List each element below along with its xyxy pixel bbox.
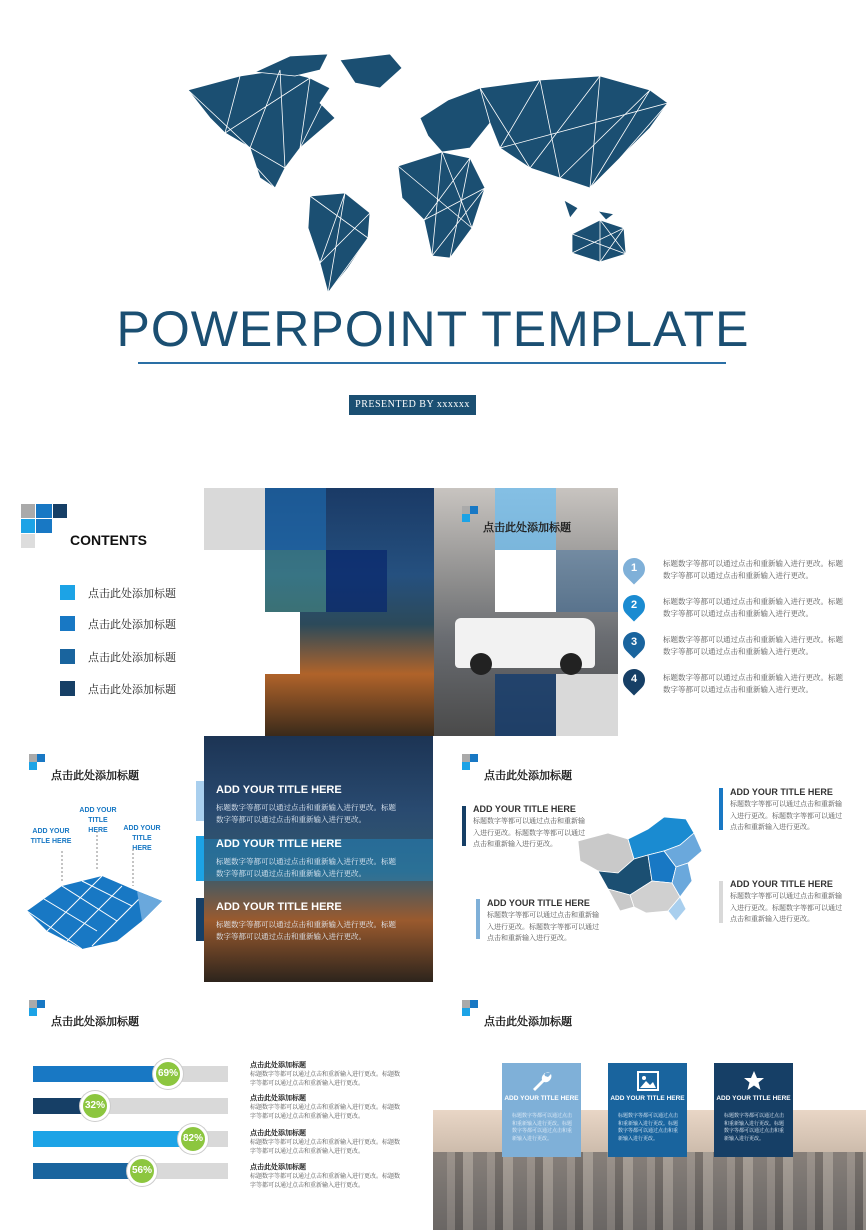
image-icon <box>636 1069 660 1093</box>
step-number: 2 <box>630 599 638 611</box>
mosaic-tile <box>556 550 618 612</box>
logo-square <box>21 534 35 548</box>
cover-slide <box>0 0 866 470</box>
wrench-icon <box>530 1069 554 1093</box>
bar-fill <box>33 1131 193 1147</box>
feature-card[interactable] <box>608 1063 687 1157</box>
contents-heading: CONTENTS <box>70 532 147 548</box>
bullet-square <box>60 681 75 696</box>
bar-note-text: 标题数字等都可以通过点击和重新输入进行更改。标题数字等都可以通过点击和重新输入进行更改。 <box>250 1071 401 1087</box>
logo-square <box>21 519 35 533</box>
bar-note-text: 标题数字等都可以通过点击和重新输入进行更改。标题数字等都可以通过点击和重新输入进行更改。 <box>250 1139 401 1155</box>
logo-square <box>462 762 470 770</box>
progress-bars-slide <box>0 982 433 1230</box>
step-number: 3 <box>630 636 638 648</box>
china-block-text: 标题数字等都可以通过点击和重新输入进行更改。标题数字等都可以通过点击和重新输入进行更改。 <box>487 911 599 942</box>
logo-square <box>470 506 478 514</box>
mosaic-tile <box>265 612 300 674</box>
card-text: 标题数字等都可以通过点击和重新输入进行更改。标题数字等都可以通过点击和重新输入进行更改。 <box>618 1113 679 1142</box>
world-map-graphic <box>180 48 680 298</box>
feature-card[interactable] <box>502 1063 581 1157</box>
card-text: 标题数字等都可以通过点击和重新输入进行更改。标题数字等都可以通过点击和重新输入进行更改。 <box>512 1113 573 1142</box>
mosaic-tile <box>204 488 265 550</box>
city-block-title: ADD YOUR TITLE HERE <box>216 901 342 913</box>
logo-square <box>29 762 37 770</box>
percent-bubble: 82% <box>178 1124 208 1154</box>
contents-item-label: 点击此处添加标题 <box>88 587 176 600</box>
star-icon <box>742 1069 766 1093</box>
accent-bar <box>196 836 204 881</box>
china-block-text: 标题数字等都可以通过点击和重新输入进行更改。标题数字等都可以通过点击和重新输入进行更改。 <box>730 892 842 923</box>
steps-heading: 点击此处添加标题 <box>483 521 571 534</box>
china-block-title: ADD YOUR TITLE HERE <box>730 879 833 889</box>
accent-bar <box>196 781 204 821</box>
step-text: 标题数字等都可以通过点击和重新输入进行更改。标题数字等都可以通过点击和重新输入进行更改。 <box>663 673 843 694</box>
china-block-title: ADD YOUR TITLE HERE <box>473 804 576 814</box>
accent-bar <box>719 788 723 830</box>
cards-slide <box>433 982 866 1230</box>
map3d-label: ADD YOUR TITLE HERE <box>79 807 117 834</box>
china-heading: 点击此处添加标题 <box>484 769 572 782</box>
car-wheel <box>470 653 492 675</box>
skyline-buildings <box>433 1152 866 1230</box>
bar-note-text: 标题数字等都可以通过点击和重新输入进行更改。标题数字等都可以通过点击和重新输入进行更改。 <box>250 1104 401 1120</box>
step-text: 标题数字等都可以通过点击和重新输入进行更改。标题数字等都可以通过点击和重新输入进行更改。 <box>663 635 843 656</box>
logo-square <box>37 754 45 762</box>
cover-title: POWERPOINT TEMPLATE <box>116 301 750 357</box>
city-block-text: 标题数字等都可以通过点击和重新输入进行更改。标题数字等都可以通过点击和重新输入进行更改。 <box>216 857 396 878</box>
china-block-text: 标题数字等都可以通过点击和重新输入进行更改。标题数字等都可以通过点击和重新输入进行更改。 <box>473 817 585 848</box>
bar-note-text: 标题数字等都可以通过点击和重新输入进行更改。标题数字等都可以通过点击和重新输入进行更改。 <box>250 1173 401 1189</box>
step-text: 标题数字等都可以通过点击和重新输入进行更改。标题数字等都可以通过点击和重新输入进行更改。 <box>663 559 843 580</box>
bullet-square <box>60 616 75 631</box>
city-block-text: 标题数字等都可以通过点击和重新输入进行更改。标题数字等都可以通过点击和重新输入进行更改。 <box>216 920 396 941</box>
mosaic-tile <box>265 488 326 550</box>
bar-note-title: 点击此处添加标题 <box>250 1062 306 1069</box>
mosaic-tile <box>556 674 618 736</box>
card-title: ADD YOUR TITLE HERE <box>504 1095 579 1102</box>
bullet-square <box>60 585 75 600</box>
mosaic-tile <box>204 550 265 736</box>
contents-item-label: 点击此处添加标题 <box>88 651 176 664</box>
percent-bubble: 69% <box>153 1059 183 1089</box>
china-block-text: 标题数字等都可以通过点击和重新输入进行更改。标题数字等都可以通过点击和重新输入进行更改。 <box>730 800 842 831</box>
map3d-label: ADD YOUR TITLE HERE <box>30 828 72 845</box>
car-wheel <box>560 653 582 675</box>
logo-square <box>37 1000 45 1008</box>
folded-map-graphic <box>22 831 167 951</box>
logo-square <box>470 754 478 762</box>
contents-slide <box>0 488 866 736</box>
city-block-title: ADD YOUR TITLE HERE <box>216 838 342 850</box>
china-block-title: ADD YOUR TITLE HERE <box>487 898 590 908</box>
logo-square <box>29 754 37 762</box>
city-block-text: 标题数字等都可以通过点击和重新输入进行更改。标题数字等都可以通过点击和重新输入进行更改。 <box>216 803 396 824</box>
card-title: ADD YOUR TITLE HERE <box>610 1095 685 1102</box>
contents-item-label: 点击此处添加标题 <box>88 618 176 631</box>
percent-bubble: 56% <box>127 1156 157 1186</box>
mosaic-tile <box>326 550 387 612</box>
step-text: 标题数字等都可以通过点击和重新输入进行更改。标题数字等都可以通过点击和重新输入进行更改。 <box>663 597 843 618</box>
bar-fill <box>33 1163 142 1179</box>
card-text: 标题数字等都可以通过点击和重新输入进行更改。标题数字等都可以通过点击和重新输入进行更改。 <box>724 1113 785 1142</box>
logo-square <box>53 504 67 518</box>
logo-square <box>36 519 52 533</box>
accent-bar <box>462 806 466 846</box>
china-map-slide <box>433 736 866 982</box>
bullet-square <box>60 649 75 664</box>
logo-square <box>36 504 52 518</box>
bar-note-title: 点击此处添加标题 <box>250 1130 306 1137</box>
map3d-label: ADD YOUR TITLE HERE <box>123 825 161 852</box>
percent-bubble: 32% <box>80 1091 110 1121</box>
logo-square <box>462 514 470 522</box>
logo-square <box>29 1008 37 1016</box>
mosaic-tile <box>495 550 556 612</box>
logo-square <box>470 1000 478 1008</box>
china-map-graphic <box>568 811 708 931</box>
bar-note-title: 点击此处添加标题 <box>250 1095 306 1102</box>
logo-square <box>462 754 470 762</box>
card-title: ADD YOUR TITLE HERE <box>716 1095 791 1102</box>
map3d-heading: 点击此处添加标题 <box>51 769 139 782</box>
contents-item-label: 点击此处添加标题 <box>88 683 176 696</box>
mosaic-tile <box>495 674 556 736</box>
feature-card[interactable] <box>714 1063 793 1157</box>
accent-bar <box>719 881 723 923</box>
china-block-title: ADD YOUR TITLE HERE <box>730 787 833 797</box>
bar-note-title: 点击此处添加标题 <box>250 1164 306 1171</box>
city-text-slide <box>196 736 434 982</box>
logo-square <box>462 1008 470 1016</box>
city-block-title: ADD YOUR TITLE HERE <box>216 784 342 796</box>
accent-bar <box>196 898 204 941</box>
step-number: 1 <box>630 562 638 574</box>
cards-heading: 点击此处添加标题 <box>484 1015 572 1028</box>
logo-square <box>21 504 35 518</box>
logo-square <box>462 506 470 514</box>
step-number: 4 <box>630 673 638 685</box>
mosaic-tile <box>265 550 326 612</box>
bar-fill <box>33 1066 168 1082</box>
title-divider <box>138 362 726 364</box>
bars-heading: 点击此处添加标题 <box>51 1015 139 1028</box>
accent-bar <box>476 899 480 939</box>
logo-square <box>29 1000 37 1008</box>
logo-square <box>462 1000 470 1008</box>
presented-by-badge: PRESENTED BY xxxxxx <box>349 395 476 415</box>
